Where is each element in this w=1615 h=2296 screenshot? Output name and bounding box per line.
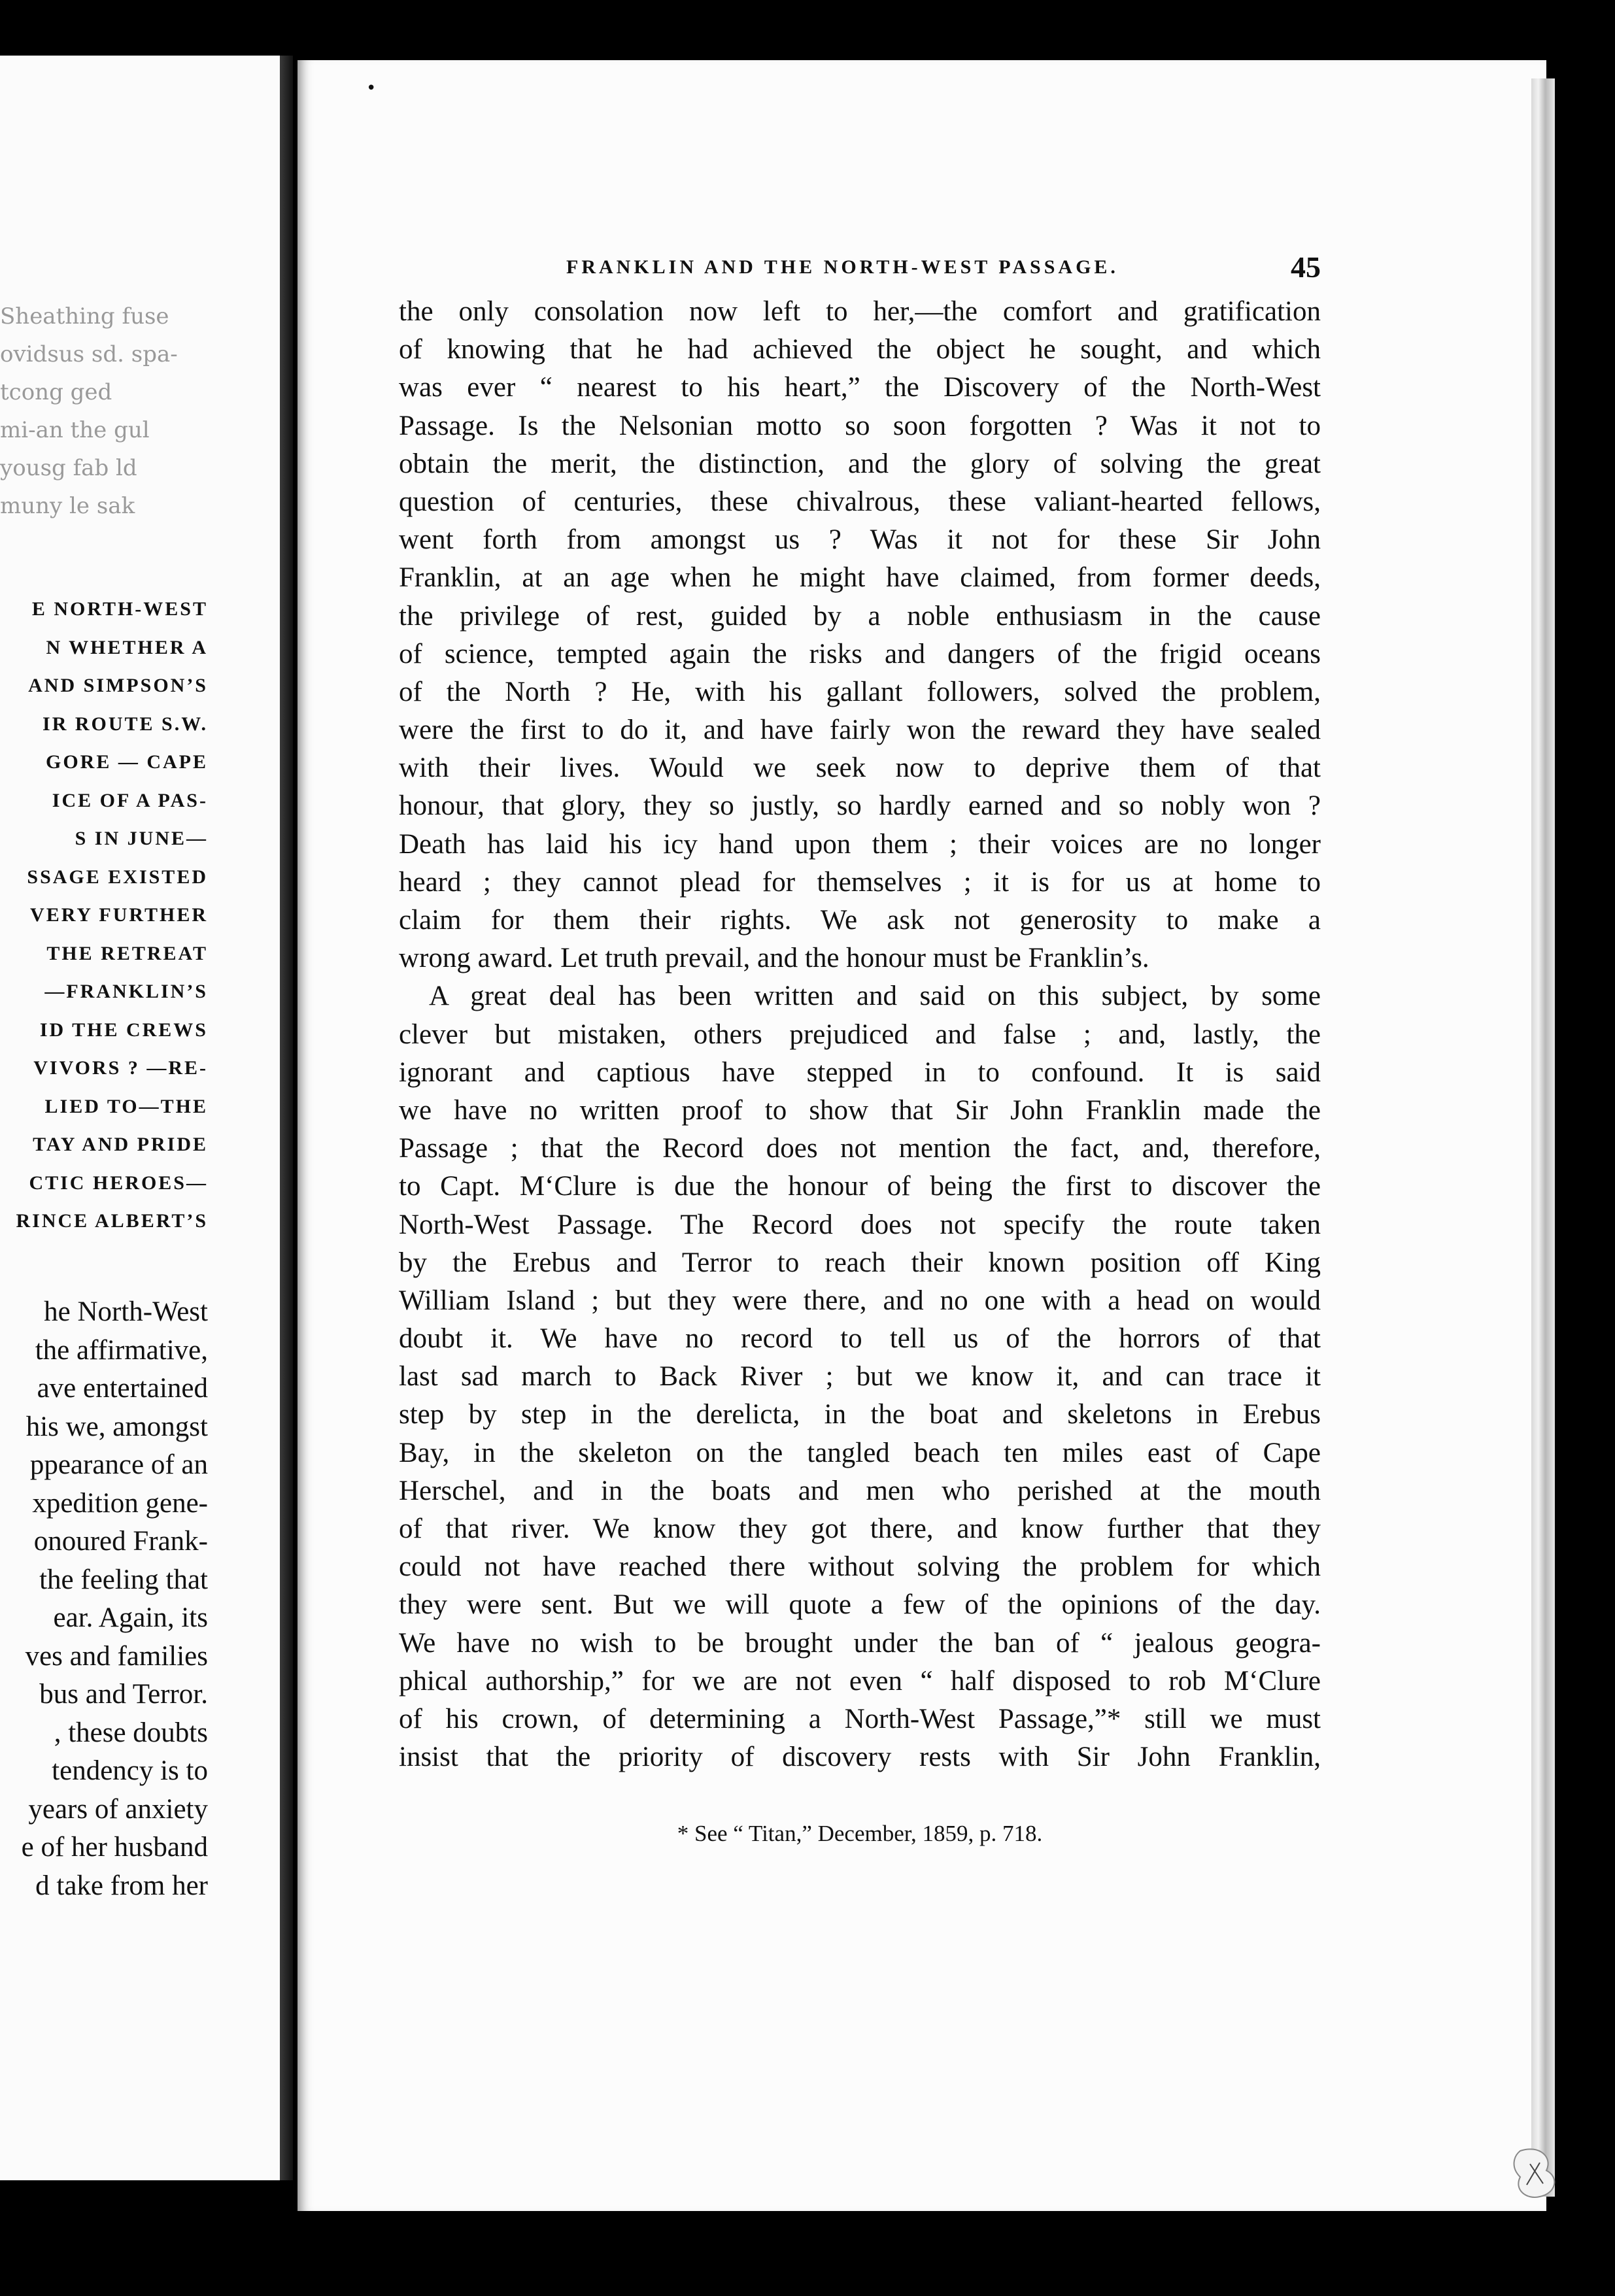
summary-line: S IN JUNE— — [75, 828, 208, 849]
text-line: phical authorship,” for we are not even “ half disposed to rob M‘Clure — [399, 1665, 1321, 1697]
left-body-line: the affirmative, — [35, 1334, 208, 1366]
left-body-line: onoured Frank- — [33, 1526, 208, 1557]
summary-line: E NORTH-WEST — [31, 598, 208, 620]
summary-line: CTIC HEROES— — [29, 1172, 208, 1194]
text-line: of his crown, of determining a North-West Passage,”* still we must — [399, 1703, 1321, 1734]
page-header — [399, 250, 1321, 286]
left-body-line: ear. Again, its — [53, 1602, 208, 1633]
summary-line: —FRANKLIN’S — [44, 981, 208, 1002]
left-faint-line: mi-an the gul — [0, 417, 150, 443]
ink-spot: • — [366, 78, 377, 98]
text-line: Herschel, and in the boats and men who perished at the mouth — [399, 1475, 1321, 1506]
text-line: with their lives. Would we seek now to deprive them of that — [399, 752, 1321, 784]
left-body-line: ppearance of an — [29, 1449, 208, 1480]
summary-line: THE RETREAT — [46, 942, 208, 964]
left-faint-line: tcong ged — [0, 379, 112, 405]
summary-line: SSAGE EXISTED — [27, 866, 208, 888]
text-line: the privilege of rest, guided by a noble enthusiasm in the cause — [399, 600, 1321, 632]
text-line: claim for them their rights. We ask not generosity to make a — [399, 905, 1321, 936]
summary-line: VERY FURTHER — [30, 904, 208, 926]
text-line: honour, that glory, they so justly, so hardly earned and so nobly won ? — [399, 790, 1321, 822]
left-body-line: he North-West — [44, 1296, 208, 1327]
left-body-line: e of her husband — [21, 1832, 208, 1863]
text-line: ignorant and captious have stepped in to confound. It is said — [399, 1056, 1321, 1088]
text-line: doubt it. We have no record to tell us of the horrors of that — [399, 1323, 1321, 1355]
left-page-chapter-summary — [16, 590, 208, 1241]
left-body-line: years of anxiety — [28, 1793, 208, 1825]
text-line: We have no wish to be brought under the ban of “ jealous geogra- — [399, 1627, 1321, 1659]
left-faint-line: Sheathing fuse — [0, 303, 169, 329]
text-line: insist that the priority of discovery rests with Sir John Franklin, — [399, 1742, 1321, 1773]
text-line: wrong award. Let truth prevail, and the honour must be Franklin’s. — [399, 943, 1149, 974]
text-line: of science, tempted again the risks and dangers of the frigid oceans — [399, 638, 1321, 669]
text-line: North-West Passage. The Record does not specify the route taken — [399, 1209, 1321, 1240]
text-line: question of centuries, these chivalrous, these valiant-hearted fellows, — [399, 486, 1321, 517]
body-text — [399, 293, 1321, 1776]
summary-line: ICE OF A PAS- — [52, 789, 208, 811]
text-line: William Island ; but they were there, and no one with a head on would — [399, 1285, 1321, 1316]
text-line: Death has laid his icy hand upon them ; their voices are no longer — [399, 828, 1321, 860]
text-line: heard ; they cannot plead for themselves ; it is for us at home to — [399, 866, 1321, 898]
left-body-line: his we, amongst — [26, 1411, 208, 1442]
left-body-line: d take from her — [35, 1870, 208, 1901]
text-line: obtain the merit, the distinction, and the glory of solving the great — [399, 448, 1321, 479]
text-line: of that river. We know they got there, and know further that they — [399, 1513, 1321, 1544]
text-line: last sad march to Back River ; but we know it, and can trace it — [399, 1361, 1321, 1393]
summary-line: N WHETHER A — [46, 636, 208, 658]
left-body-line: ave entertained — [37, 1373, 208, 1404]
text-line: by the Erebus and Terror to reach their known position off King — [399, 1247, 1321, 1278]
left-body-line: tendency is to — [52, 1755, 208, 1786]
book-gutter — [280, 56, 293, 2180]
text-line: were the first to do it, and have fairly won the reward they have sealed — [399, 715, 1321, 746]
left-faint-line: ovidsus sd. spa- — [0, 341, 178, 367]
left-page-faint-bleedthrough — [0, 297, 196, 525]
text-line: clever but mistaken, others prejudiced and false ; and, lastly, the — [399, 1019, 1321, 1050]
text-line: of knowing that he had achieved the object he sought, and which — [399, 334, 1321, 365]
text-line: went forth from amongst us ? Was it not for these Sir John — [399, 524, 1321, 556]
left-body-line: xpedition gene- — [32, 1487, 208, 1519]
page-number: 45 — [1291, 250, 1321, 284]
summary-line: ID THE CREWS — [39, 1019, 208, 1041]
left-body-line: bus and Terror. — [39, 1679, 208, 1710]
left-faint-line: yousg fab ld — [0, 455, 137, 481]
left-body-line: the feeling that — [39, 1564, 208, 1595]
text-line: to Capt. M‘Clure is due the honour of being the first to discover the — [399, 1171, 1321, 1202]
summary-line: AND SIMPSON’S — [28, 675, 208, 696]
paper-scrap-mark — [1501, 2138, 1572, 2210]
summary-line: TAY AND PRIDE — [33, 1134, 208, 1155]
page-edge-stack — [1531, 78, 1555, 2197]
text-line: of the North ? He, with his gallant followers, solved the problem, — [399, 676, 1321, 707]
left-faint-line: muny le sak — [0, 493, 135, 519]
left-page-body-text — [22, 1293, 208, 1905]
summary-line: RINCE ALBERT’S — [16, 1210, 208, 1232]
summary-line: IR ROUTE S.W. — [42, 713, 208, 735]
text-line: we have no written proof to show that Sir John Franklin made the — [399, 1094, 1321, 1126]
text-line: Passage. Is the Nelsonian motto so soon forgotten ? Was it not to — [399, 410, 1321, 441]
text-line: Bay, in the skeleton on the tangled beach ten miles east of Cape — [399, 1437, 1321, 1468]
text-line: they were sent. But we will quote a few of the opinions of the day. — [399, 1589, 1321, 1621]
summary-line: GORE — CAPE — [45, 751, 208, 773]
text-line: the only consolation now left to her,—the comfort and gratification — [399, 296, 1321, 327]
running-head: FRANKLIN AND THE NORTH-WEST PASSAGE. — [566, 256, 1119, 278]
text-line: Passage ; that the Record does not mention the fact, and, therefore, — [399, 1133, 1321, 1164]
text-line: was ever “ nearest to his heart,” the Discovery of the North-West — [399, 372, 1321, 403]
text-line: step by step in the derelicta, in the boat and skeletons in Erebus — [399, 1399, 1321, 1430]
left-body-line: ves and families — [25, 1640, 208, 1672]
facing-left-page — [0, 56, 285, 2180]
left-body-line: , these doubts — [54, 1717, 208, 1748]
summary-line: LIED TO—THE — [44, 1095, 208, 1117]
text-line: could not have reached there without solving the problem for which — [399, 1551, 1321, 1583]
text-line: Franklin, at an age when he might have claimed, from former deeds, — [399, 562, 1321, 594]
footnote: * See “ Titan,” December, 1859, p. 718. — [677, 1821, 1043, 1846]
text-line: A great deal has been written and said on this subject, by some — [429, 981, 1321, 1012]
summary-line: VIVORS ? —RE- — [33, 1057, 208, 1079]
